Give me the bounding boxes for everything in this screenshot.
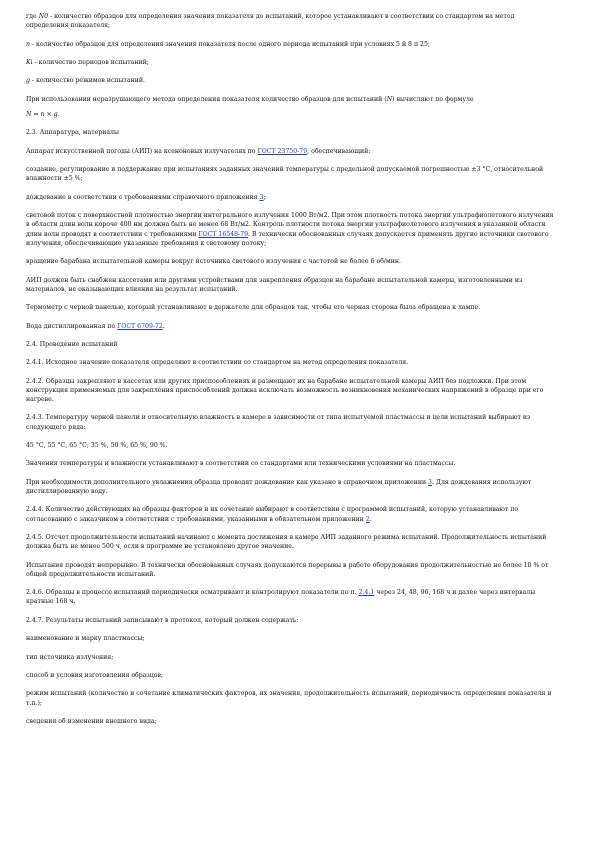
paragraph [26,76,556,85]
paragraph [26,717,556,726]
paragraph-text: - количество образцов для определения значения показателя после одного периода испытаний при условиях 5 й 8 п 25; [30,40,430,48]
paragraph-text: 2.4.5. Отсчет продолжительности испытаний начинают с момента достижения в камере АИП заданного режима испытаний. Продолжительность испытаний должна быть не менее 500 ч, если в программе не установлено другое значение. [26,534,547,551]
document-link[interactable]: ГОСТ 23750-79 [257,147,308,155]
paragraph-text: 2.4.4. Количество действующих на образцы факторов и их сочетание выбирают в соответствии с программой испытаний, которую устанавливают по согласованию с заказчиком в соответствии с требованиями, указанными в обязательном приложении [26,506,519,523]
paragraph [26,193,556,202]
paragraph-text: ) вычисляют по формуле [392,95,474,103]
paragraph [26,12,556,30]
paragraph-text: тип источника излучения; [26,653,114,661]
paragraph-text: дождевание в соответствии с требованиями справочного приложения [26,193,260,201]
italic-symbol: n [26,40,30,48]
paragraph-text: наименование и марку пластмассы; [26,635,145,643]
paragraph-text: Значения температуры и влажности устанавливают в соответствии со стандартами или техническими условиями на пластмассы. [26,460,456,468]
paragraph [26,377,556,405]
paragraph [26,95,556,104]
paragraph-text: При необходимости дополнительного увлажнения образца проводят дождевание как указано в справочном приложении [26,478,429,486]
paragraph-text: АИП должен быть снабжен кассетами или другими устройствами для закрепления образцов на барабане испытательной камеры, изготовленными из материалов, не оказывающих влияния на результат испытаний. [26,276,523,293]
paragraph [26,616,556,625]
paragraph-text: режим испытаний (количество и сочетание климатических факторов, их значения, продолжительность испытаний, периодичность определения показателя и т.п.); [26,690,552,707]
document-link[interactable]: ГОСТ 16548-79 [198,230,249,238]
document-link[interactable]: 2 [365,515,370,523]
paragraph [26,533,556,551]
paragraph-text: . [162,322,165,330]
paragraph-text: При использовании неразрушающего метода определения показателя количество образцов для испытаний ( [26,95,387,103]
paragraph-text: Вода дистиллированная по [26,322,118,330]
paragraph [26,459,556,468]
paragraph-text: Испытания проводят непрерывно. В технически обоснованных случаях допускаются перерывы в работе оборудования продолжительностью не более 10 % от общей продолжительности испытаний. [26,561,549,578]
paragraph-text: - количество образцов для определения значения показателя до испытаний, которое устанавливают в соответствии со стандартом на метод определения показателя; [26,13,515,30]
paragraph [26,671,556,680]
paragraph-text: , обеспечивающий: [307,147,371,155]
paragraph [26,276,556,294]
paragraph [26,689,556,707]
paragraph [26,340,556,349]
paragraph [26,211,556,248]
paragraph-text: i - количество периодов испытаний; [30,58,149,66]
paragraph [26,257,556,266]
paragraph-text: Аппарат искусственной погоды (АИП) на ксеноновых излучателях по [26,147,258,155]
paragraph [26,505,556,523]
paragraph [26,303,556,312]
paragraph [26,40,556,49]
paragraph-text: 2.4.6. Образцы в процессе испытаний периодически осматривают и контролируют показатели по п. [26,589,359,597]
italic-symbol: K [26,58,31,66]
paragraph [26,561,556,579]
paragraph [26,653,556,662]
paragraph [26,358,556,367]
italic-symbol: N [386,95,393,103]
paragraph-text: способ и условия изготовления образцов; [26,671,164,679]
paragraph-text: 2.4. Проведение испытаний [26,340,118,348]
paragraph [26,110,556,119]
paragraph-text: 2.4.2. Образцы закрепляют в кассетах или других приспособлениях и размещают их на барабане испытательной камеры АИП без подложки. При этом конструкция применяемых для закрепления приспособлений должна исключать возможность возникновения механических напряжений в образце при его нагреве. [26,377,544,404]
paragraph-text: Термометр с черной панелью, который устанавливают в держателе для образцов так, чтобы его черная сторона была обращена к лампе. [26,304,481,312]
paragraph [26,58,556,67]
paragraph-text: . [57,110,60,118]
paragraph [26,478,556,496]
paragraph [26,128,556,137]
document-link[interactable]: 3 [259,193,264,201]
paragraph-text: ; [263,193,266,201]
paragraph-text: - количество режимов испытаний. [29,77,145,85]
italic-symbol: N0 [38,13,49,20]
paragraph [26,441,556,450]
paragraph-text: 45 °С, 55 °С, 65 °С; 35 %, 50 %, 65 %, 90 %. [26,442,168,450]
paragraph-text: 2.4.3. Температуру черной панели и относительную влажность в камере в зависимости от типа испытуемой пластмассы и цели испытаний выбирают из следующего ряда: [26,414,531,431]
paragraph-text: световой поток с поверхностной плотностью энергии интегрального излучения 1000 Вт/м2. При этом плотность потока энергии ультрафиолетового излучения в области длин волн короче 400 нм должна быть не менее 68 Вт/м2. Контроль плотности потока энергии ультрафиолетового излучения в указанной области длин волн проводят в соответствии с требованиями [26,212,554,238]
document-link[interactable]: 3 [428,478,432,486]
paragraph [26,588,556,606]
document-link[interactable]: ГОСТ 6709-72 [117,322,163,330]
paragraph-text: сведения об изменении внешнего вида; [26,717,157,725]
paragraph [26,413,556,431]
italic-symbol: g [26,77,30,85]
document-link[interactable]: 2.4.1 [358,589,375,597]
paragraph-text: вращение барабана испытательной камеры вокруг источника светового излучения с частотой не более 6 об/мин. [26,258,401,266]
paragraph-text: где [26,13,39,20]
paragraph-text: 2.4.1. Исходное значение показателя определяют в соответствии со стандартом на метод определения показателя. [26,359,409,367]
paragraph-text: . В технически обоснованных случаях допускается применять другие источники светового излучения, обеспечивающие указанные требования к световому потоку; [26,230,549,247]
paragraph [26,147,556,156]
paragraph [26,165,556,183]
paragraph-text: . Для дождевания используют дистиллированную воду. [26,478,532,496]
paragraph-text: . [369,515,372,523]
paragraph [26,322,556,331]
paragraph-text: через 24, 48, 96, 168 ч и далее через интервалы кратные 168 ч. [26,589,536,606]
italic-symbol: N = n × g [26,110,58,118]
paragraph-text: создание, регулирование и поддержание при испытаниях заданных значений температуры с предельной допускаемой погрешностью ±3 °С, относительной влажности ±5 %; [26,166,544,183]
document-page [26,12,556,735]
paragraph-text: 2.3. Аппаратура, материалы [26,129,119,137]
paragraph-text: 2.4.7. Результаты испытаний записывают в протокол, который должен содержать: [26,616,299,624]
paragraph [26,634,556,643]
